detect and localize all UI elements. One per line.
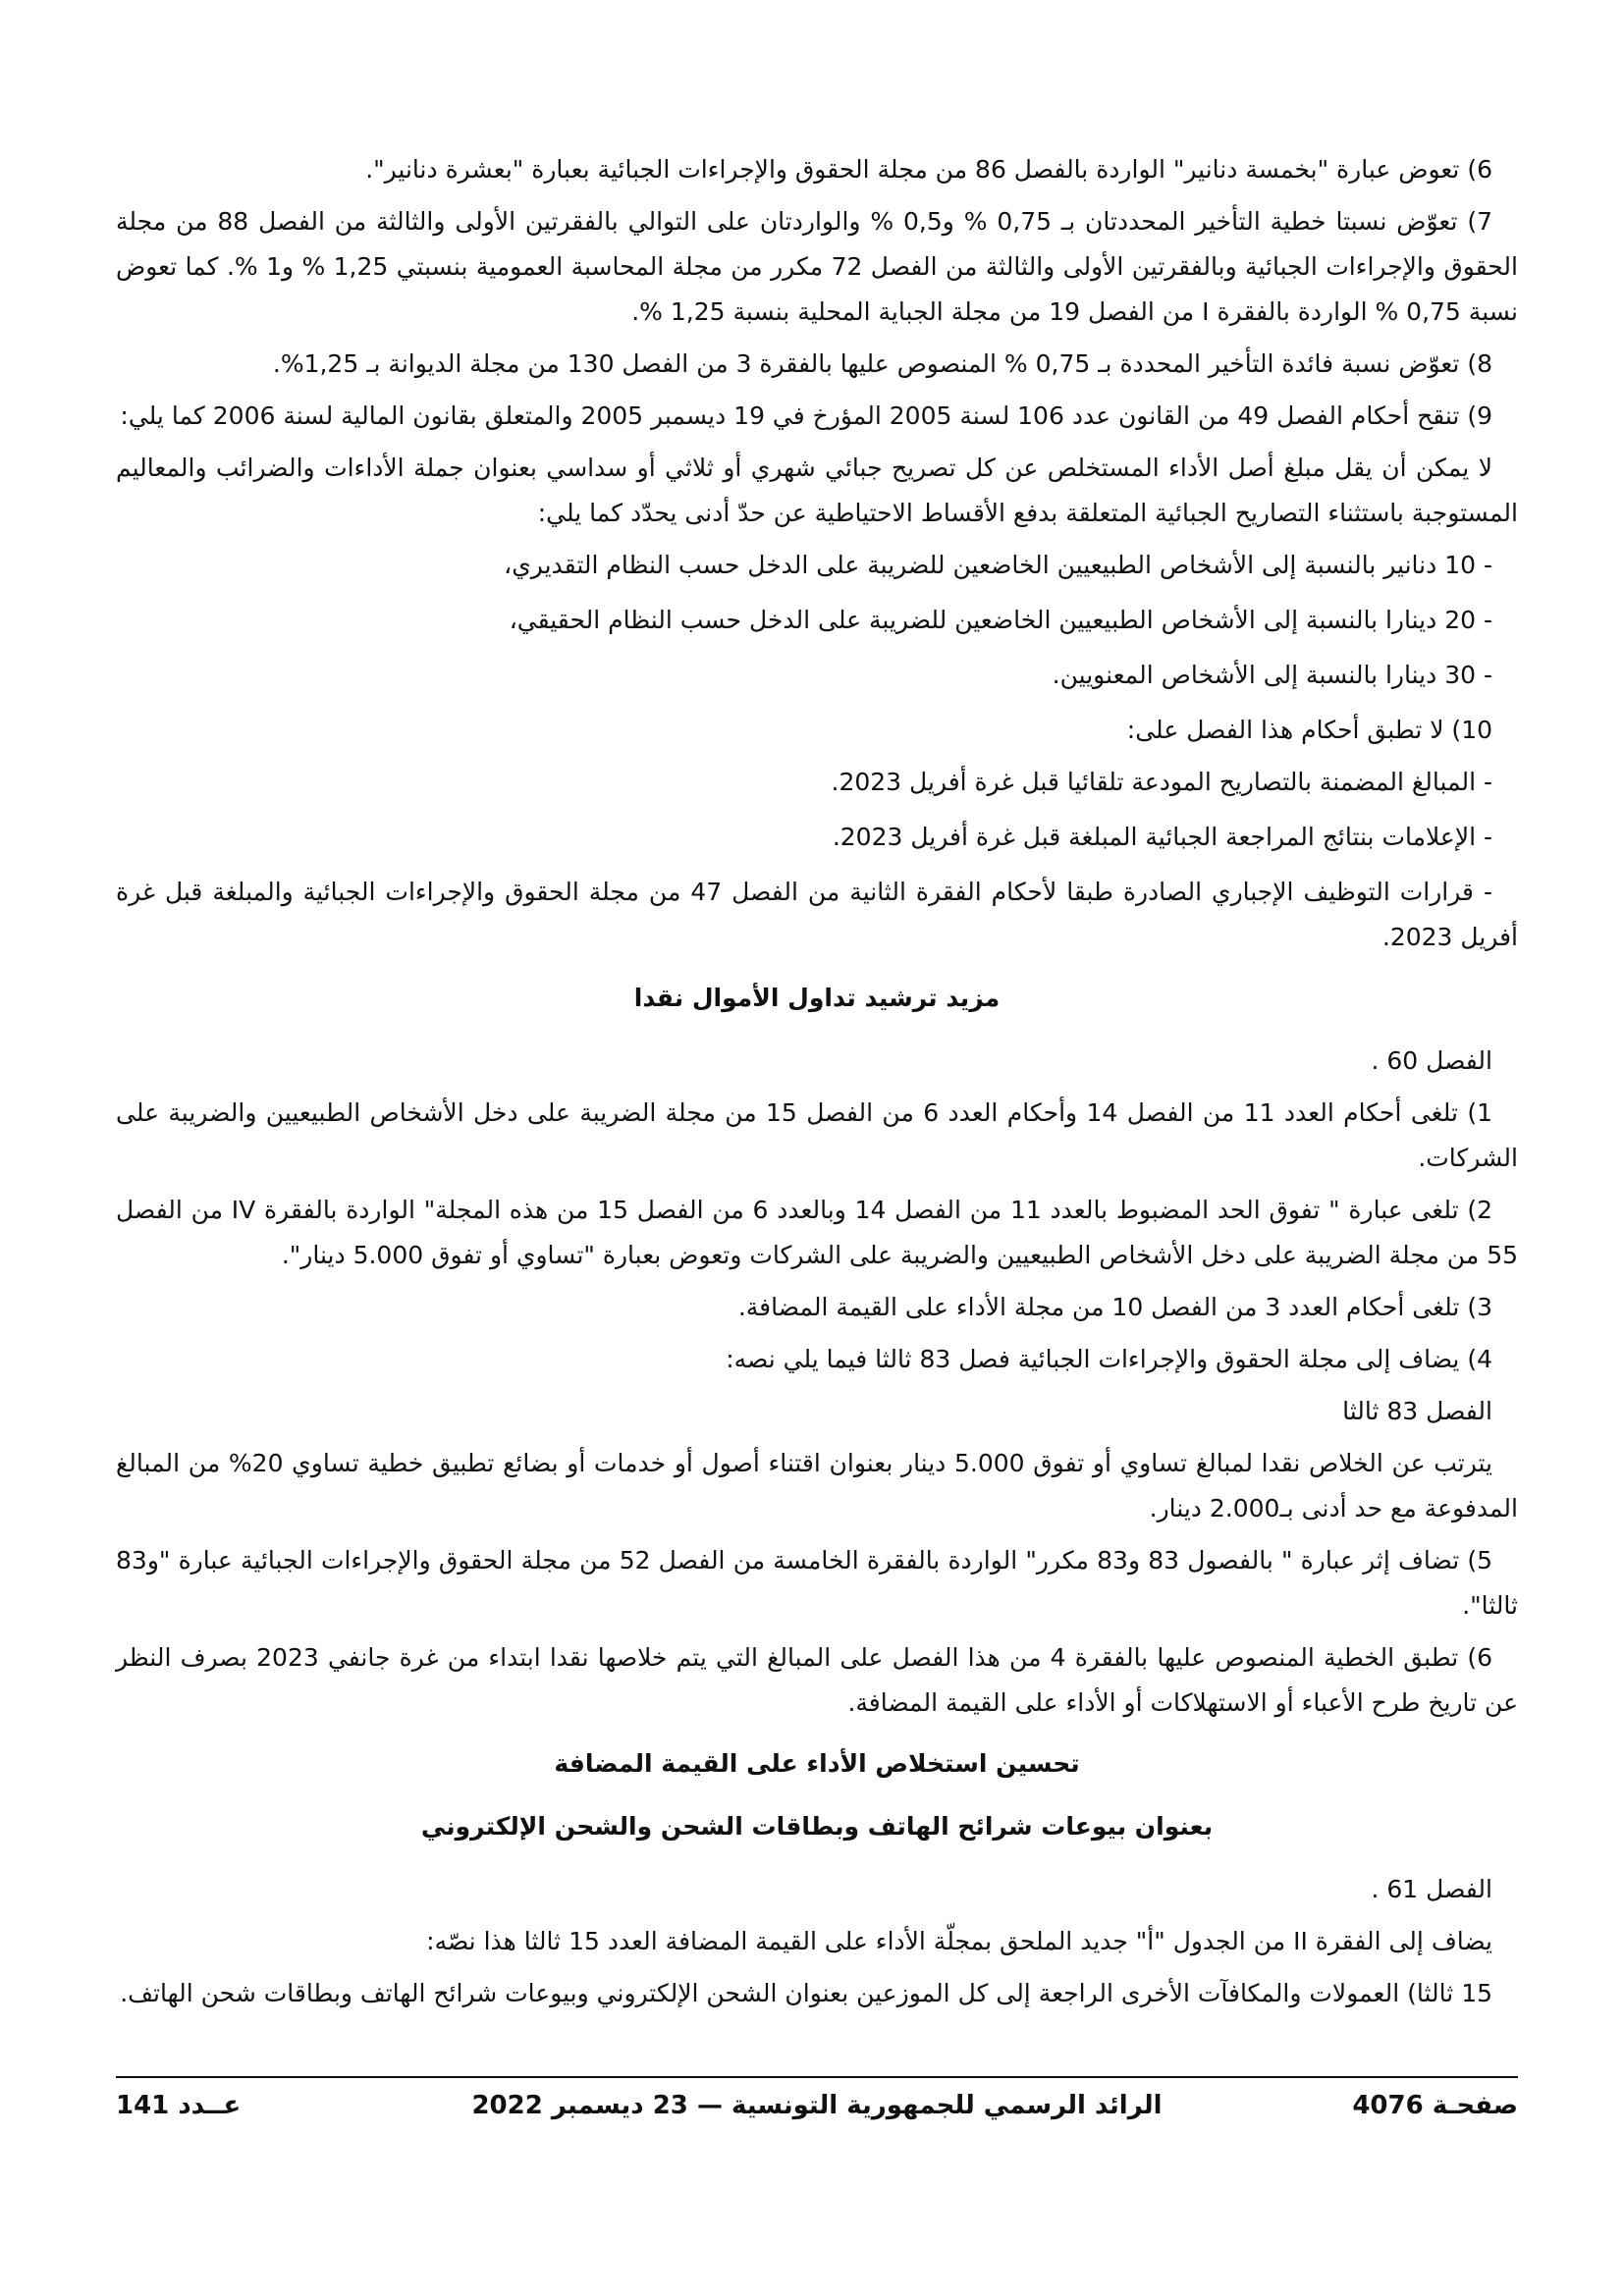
paragraph-item-10: 10) لا تطبق أحكام هذا الفصل على: (1126, 716, 1492, 744)
paragraph-item-8: 8) تعوّض نسبة فائدة التأخير المحددة بـ 0,75 % المنصوص عليها بالفقرة 3 من الفصل 130 من مجلة الديوانة بـ 1,25%. (272, 349, 1492, 378)
paragraph-item-7: 7) تعوّض نسبتا خطية التأخير المحددتان بـ 0,75 % و0,5 % والواردتان على التوالي بالفقرتين الأولى والثالثة من الفصل 88 من مجلة الحقوق والإجراءات الجبائية وبالفقرتين الأولى والثالثة من الفصل 72 مكرر من مجلة المحاسبة العمومية بنسبتي 1,25 % و1 %. كما تعوض نسبة 0,75 % الواردة بالفقرة I من الفصل 19 من مجلة الجباية المحلية بنسبة 1,25 %. (116, 207, 1518, 326)
paragraph-item-1: 1) تلغى أحكام العدد 11 من الفصل 14 وأحكام العدد 6 من الفصل 15 من مجلة الضريبة على دخل الأشخاص الطبيعيين والضريبة على الشركات. (116, 1098, 1518, 1172)
page-number: صفحـة 4076 (1352, 2091, 1518, 2120)
document-body (116, 147, 1518, 2023)
paragraph-item-9: 9) تنقح أحكام الفصل 49 من القانون عدد 106 لسنة 2005 المؤرخ في 19 ديسمبر 2005 والمتعلق بقانون المالية لسنة 2006 كما يلي: (120, 401, 1492, 430)
paragraph-item-15-ter: 15 ثالثا) العمولات والمكافآت الأخرى الراجعة إلى كل الموزعين بعنوان الشحن الإلكتروني وبيوعات شرائح الهاتف وبطاقات شحن الهاتف. (120, 1979, 1492, 2007)
paragraph-item-6: 6) تعوض عبارة "بخمسة دنانير" الواردة بالفصل 86 من مجلة الحقوق والإجراءات الجبائية بعبارة "بعشرة دنانير". (365, 155, 1492, 184)
page-footer (116, 2091, 1518, 2134)
footer-divider (116, 2076, 1518, 2078)
gazette-title: الرائد الرسمي للجمهورية التونسية — 23 ديسمبر 2022 (471, 2091, 1163, 2120)
paragraph-item-3: 3) تلغى أحكام العدد 3 من الفصل 10 من مجلة الأداء على القيمة المضافة. (737, 1293, 1492, 1321)
paragraph-vat-table: يضاف إلى الفقرة II من الجدول "أ" جديد الملحق بمجلّة الأداء على القيمة المضافة العدد 15 ثالثا هذا نصّه: (426, 1927, 1492, 1955)
list-item: - المبالغ المضمنة بالتصاريح المودعة تلقائيا قبل غرة أفريل 2023. (831, 768, 1492, 796)
list-item: - 30 دينارا بالنسبة إلى الأشخاص المعنويين. (1052, 661, 1492, 689)
list-item: - 20 دينارا بالنسبة إلى الأشخاص الطبيعيين الخاضعين للضريبة على الدخل حسب النظام الحقيقي، (509, 606, 1492, 634)
issue-number: عــدد 141 (116, 2091, 242, 2120)
paragraph-item-5: 5) تضاف إثر عبارة " بالفصول 83 و83 مكرر" الواردة بالفقرة الخامسة من الفصل 52 من مجلة الحقوق والإجراءات الجبائية عبارة "و83 ثالثا". (116, 1546, 1518, 1620)
paragraph-minimum-tax: لا يمكن أن يقل مبلغ أصل الأداء المستخلص عن كل تصريح جبائي شهري أو ثلاثي أو سداسي بعنوان جملة الأداءات والضرائب والمعاليم المستوجبة باستثناء التصاريح الجبائية المتعلقة بدفع الأقساط الاحتياطية عن حدّ أدنى يحدّد كما يلي: (116, 454, 1518, 527)
paragraph-item-6b: 6) تطبق الخطية المنصوص عليها بالفقرة 4 من هذا الفصل على المبالغ التي يتم خلاصها نقدا ابتداء من غرة جانفي 2023 بصرف النظر عن تاريخ طرح الأعباء أو الاستهلاكات أو الأداء على القيمة المضافة. (116, 1643, 1518, 1717)
list-item: - قرارات التوظيف الإجباري الصادرة طبقا لأحكام الفقرة الثانية من الفصل 47 من مجلة الحقوق والإجراءات الجبائية والمبلغة قبل غرة أفريل 2023. (116, 878, 1518, 951)
section-subheading-vat: بعنوان بيوعات شرائح الهاتف وبطاقات الشحن والشحن الإلكتروني (420, 1812, 1214, 1841)
article-title-60: الفصل 60 . (1371, 1046, 1492, 1075)
paragraph-penalty: يترتب عن الخلاص نقدا لمبالغ تساوي أو تفوق 5.000 دينار بعنوان اقتناء أصول أو خدمات أو بضائع تطبيق خطية تساوي 20% من المبالغ المدفوعة مع حد أدنى بـ2.000 دينار. (116, 1449, 1518, 1522)
section-heading-vat: تحسين استخلاص الأداء على القيمة المضافة (554, 1749, 1080, 1778)
paragraph-item-4: 4) يضاف إلى مجلة الحقوق والإجراءات الجبائية فصل 83 ثالثا فيما يلي نصه: (726, 1345, 1492, 1373)
list-item: - 10 دنانير بالنسبة إلى الأشخاص الطبيعيين الخاضعين للضريبة على الدخل حسب النظام التقديري، (504, 551, 1492, 579)
list-item: - الإعلامات بنتائج المراجعة الجبائية المبلغة قبل غرة أفريل 2023. (832, 823, 1492, 851)
article-title-83-ter: الفصل 83 ثالثا (1342, 1397, 1492, 1425)
paragraph-item-2: 2) تلغى عبارة " تفوق الحد المضبوط بالعدد 11 من الفصل 14 وبالعدد 6 من الفصل 15 من هذه المجلة" الواردة بالفقرة IV من الفصل 55 من مجلة الضريبة على دخل الأشخاص الطبيعيين والضريبة على الشركات وتعوض بعبارة "تساوي أو تفوق 5.000 دينار". (116, 1196, 1518, 1269)
section-heading-cash: مزيد ترشيد تداول الأموال نقدا (633, 984, 1001, 1012)
article-title-61: الفصل 61 . (1371, 1875, 1492, 1903)
